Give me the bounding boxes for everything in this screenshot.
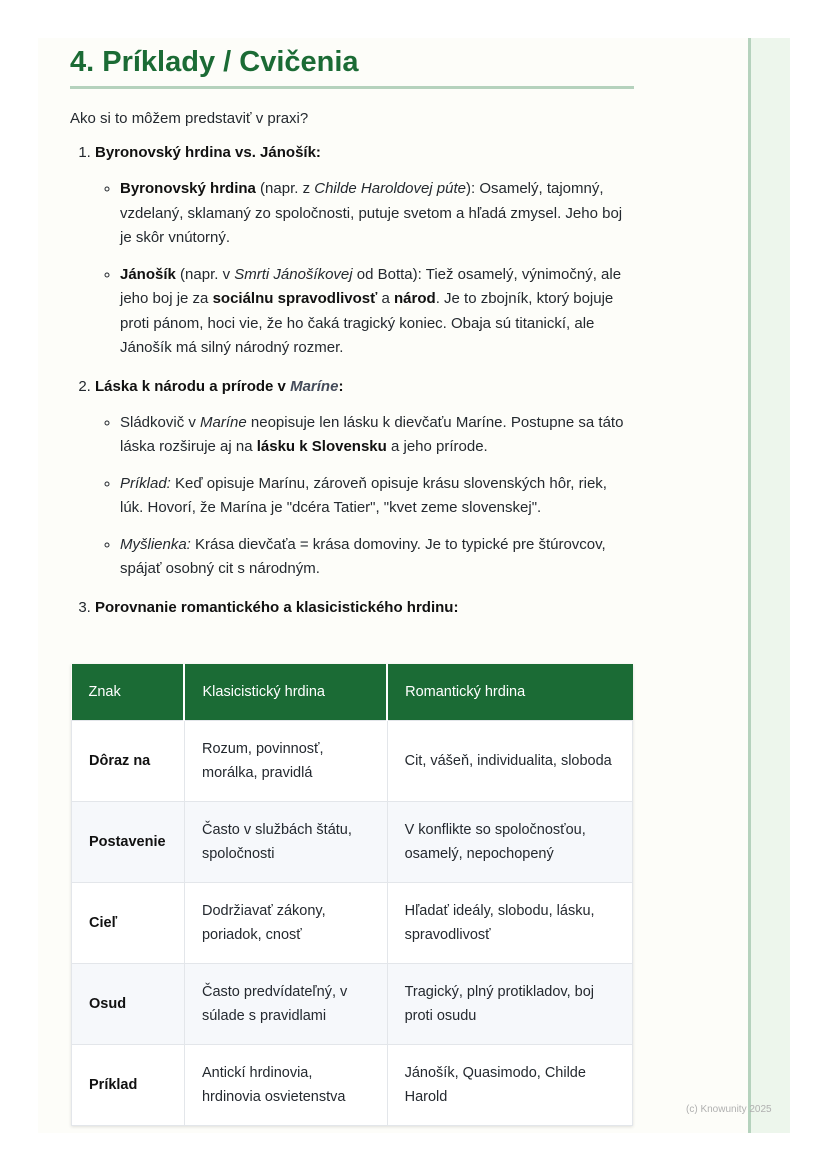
table-cell: Dodržiavať zákony, poriadok, cnosť bbox=[184, 883, 387, 964]
bullet-item: ◦ Myšlienka: Krása dievčaťa = krása domoviny. Je to typické pre štúrovcov, spájať osobný cit s národným. bbox=[120, 533, 634, 582]
list-item: 2. Láska k národu a prírode v Maríne: ◦ Sládkovič v Maríne neopisuje len lásku k dievčaťu Maríne. Postupne sa táto láska rozširuje aj na lásku k Slovensku a jeho prírode. ◦ Príklad: Keď opisuje Marínu, zároveň opisuje krásu slovenských hôr, riek, lúk. Hovorí, že Marína je "dcéra Tatier", "kvet zeme slovenskej". ◦ Myšlienka: Krása dievčaťa = krása domoviny. Je to typické pre štúrovcov, spájať osobný cit s národným. bbox=[95, 375, 634, 582]
column-header: Romantický hrdina bbox=[387, 664, 632, 721]
table-cell: Často v službách štátu, spoločnosti bbox=[184, 802, 387, 883]
table-cell: Antickí hrdinovia, hrdinovia osvietenstva bbox=[184, 1045, 387, 1126]
bullet-item: ◦ Príklad: Keď opisuje Marínu, zároveň opisuje krásu slovenských hôr, riek, lúk. Hovorí, že Marína je "dcéra Tatier", "kvet zeme slovenskej". bbox=[120, 472, 634, 521]
table-row bbox=[72, 883, 633, 964]
content bbox=[70, 38, 634, 634]
table-cell: Rozum, povinnosť, morálka, pravidlá bbox=[184, 721, 387, 802]
row-label: Osud bbox=[72, 964, 185, 1045]
table-cell: V konflikte so spoločnosťou, osamelý, nepochopený bbox=[387, 802, 632, 883]
copyright-footer: (c) Knowunity 2025 bbox=[686, 1104, 772, 1115]
table-cell: Tragický, plný protikladov, boj proti osudu bbox=[387, 964, 632, 1045]
example-list bbox=[70, 141, 634, 620]
column-header: Klasicistický hrdina bbox=[184, 664, 387, 721]
table-cell: Jánošík, Quasimodo, Childe Harold bbox=[387, 1045, 632, 1126]
intro-text: Ako si to môžem predstaviť v praxi? bbox=[70, 110, 309, 127]
table-cell: Hľadať ideály, slobodu, lásku, spravodlivosť bbox=[387, 883, 632, 964]
table-row bbox=[72, 964, 633, 1045]
section-heading: 4. Príklady / Cvičenia bbox=[70, 38, 634, 89]
table-row bbox=[72, 802, 633, 883]
side-strip bbox=[748, 38, 790, 1133]
list-item: 1. Byronovský hrdina vs. Jánošík: ◦ Byronovský hrdina (napr. z Childe Haroldovej púte): Osamelý, tajomný, vzdelaný, sklamaný zo spoločnosti, putuje svetom a hľadá zmysel. Jeho boj je skôr vnútorný. ◦ Jánošík (napr. v Smrti Jánošíkovej od Botta): Tiež osamelý, výnimočný, ale jeho boj je za sociálnu spravodlivosť a národ. Je to zbojník, ktorý bojuje proti pánom, hoci vie, že ho čaká tragický koniec. Obaja sú titanickí, ale Jánošík má silný národný rozmer. bbox=[95, 141, 634, 361]
column-header: Znak bbox=[72, 664, 185, 721]
row-label: Dôraz na bbox=[72, 721, 185, 802]
row-label: Príklad bbox=[72, 1045, 185, 1126]
bullet-item: ◦ Sládkovič v Maríne neopisuje len lásku k dievčaťu Maríne. Postupne sa táto láska rozširuje aj na lásku k Slovensku a jeho prírode. bbox=[120, 411, 634, 460]
table-cell: Často predvídateľný, v súlade s pravidlami bbox=[184, 964, 387, 1045]
comparison-table bbox=[71, 664, 633, 1126]
row-label: Cieľ bbox=[72, 883, 185, 964]
bullet-item: ◦ Jánošík (napr. v Smrti Jánošíkovej od Botta): Tiež osamelý, výnimočný, ale jeho boj je za sociálnu spravodlivosť a národ. Je to zbojník, ktorý bojuje proti pánom, hoci vie, že ho čaká tragický koniec. Obaja sú titanickí, ale Jánošík má silný národný rozmer. bbox=[120, 263, 634, 361]
table-cell: Cit, vášeň, individualita, sloboda bbox=[387, 721, 632, 802]
row-label: Postavenie bbox=[72, 802, 185, 883]
table-row bbox=[72, 1045, 633, 1126]
list-item: 3. Porovnanie romantického a klasicistického hrdinu: bbox=[95, 596, 634, 620]
bullet-item: ◦ Byronovský hrdina (napr. z Childe Haroldovej púte): Osamelý, tajomný, vzdelaný, sklamaný zo spoločnosti, putuje svetom a hľadá zmysel. Jeho boj je skôr vnútorný. bbox=[120, 177, 634, 251]
table-row bbox=[72, 721, 633, 802]
